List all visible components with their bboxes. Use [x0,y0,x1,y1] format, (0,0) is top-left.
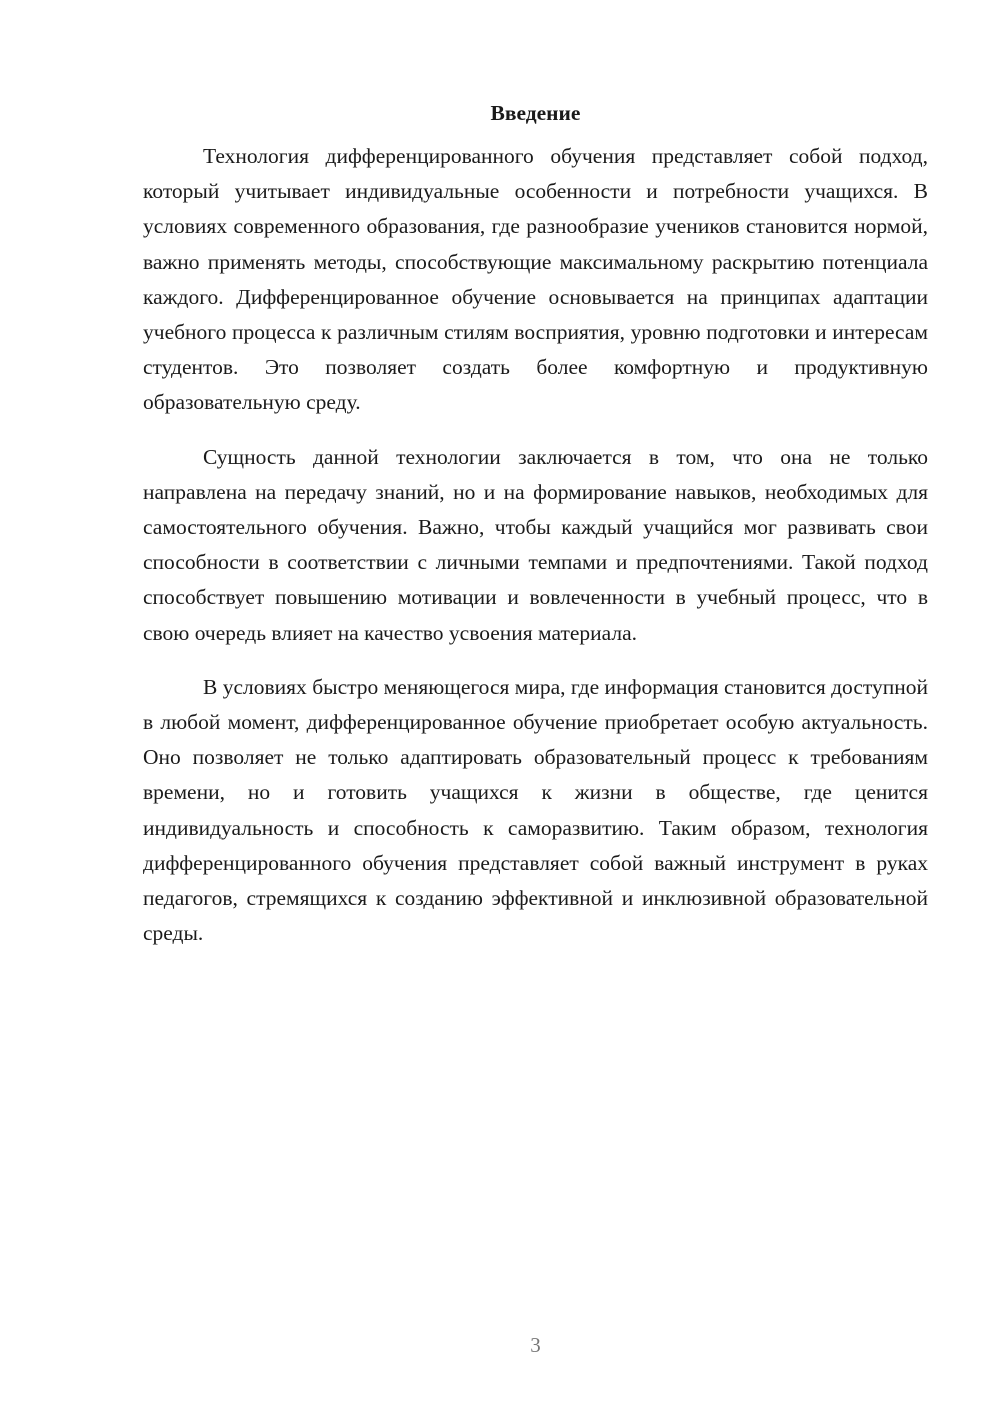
paragraph: Сущность данной технологии заключается в том, что она не только направлена на передачу знаний, но и на формирование навыков, необходимых для самостоятельного обучения. Важно, чтобы каждый учащийся мог развивать свои способности в соответствии с личными темпами и предпочтениями. Такой подход способствует повышению мотивации и вовлеченности в учебный процесс, что в свою очередь влияет на качество усвоения материала. [143,444,928,645]
page-title: Введение [490,101,581,125]
paragraph: Технология дифференцированного обучения представляет собой подход, который учитывает индивидуальные особенности и потребности учащихся. В условиях современного образования, где разнообразие учеников становится нормой, важно применять методы, способствующие максимальному раскрытию потенциала каждого. Дифференцированное обучение основывается на принципах адаптации учебного процесса к различным стилям восприятия, уровню подготовки и интересам студентов. Это позволяет создать более комфортную и продуктивную образовательную среду. [143,144,928,415]
page-number: 3 [530,1333,541,1357]
paragraph: В условиях быстро меняющегося мира, где информация становится доступной в любой момент, дифференцированное обучение приобретает особую актуальность. Оно позволяет не только адаптировать образовательный процесс к требованиям времени, но и готовить учащихся к жизни в обществе, где ценится индивидуальность и способность к саморазвитию. Таким образом, технология дифференцированного обучения представляет собой важный инструмент в руках педагогов, стремящихся к созданию эффективной и инклюзивной образовательной среды. [143,674,928,946]
